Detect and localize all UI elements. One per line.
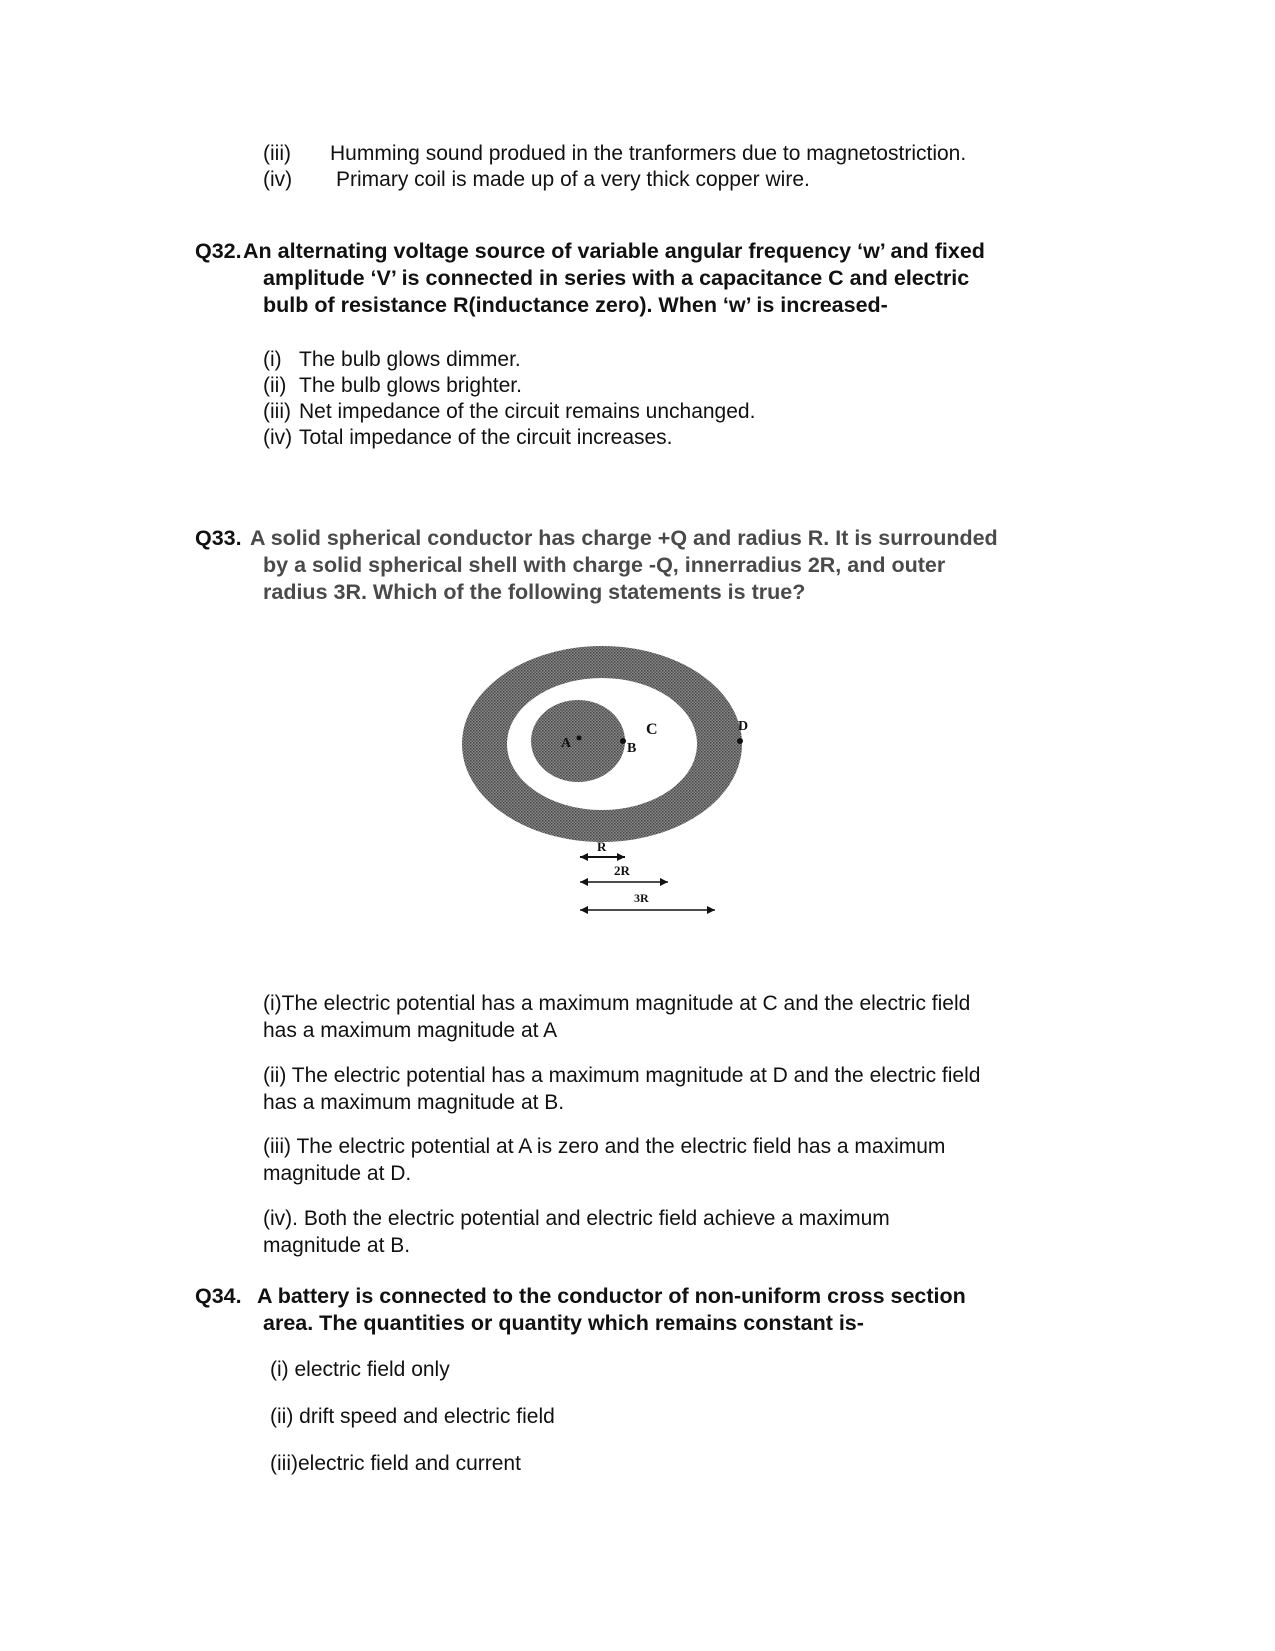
option-line: (iv). Both the electric potential and electric field achieve a maximum (263, 1207, 890, 1230)
point-d-dot (737, 738, 743, 744)
option-text: The bulb glows brighter. (299, 374, 522, 397)
question-34 (195, 1283, 1095, 1337)
question-line: An alternating voltage source of variable angular frequency ‘w’ and fixed (243, 239, 985, 263)
question-line: A battery is connected to the conductor of non-uniform cross section (257, 1284, 966, 1308)
option-text: Total impedance of the circuit increases. (299, 426, 673, 449)
label-b: B (627, 741, 637, 756)
question-32 (195, 238, 1095, 319)
question-line: bulb of resistance R(inductance zero). When ‘w’ is increased- (263, 293, 888, 317)
question-line: by a solid spherical shell with charge -Q, innerradius 2R, and outer (263, 553, 946, 577)
option-text: (i) electric field only (270, 1358, 450, 1381)
q33-option-ii (263, 1062, 1083, 1116)
question-line: A solid spherical conductor has charge +Q and radius R. It is surrounded (250, 526, 998, 550)
dimension-2r-label: 2R (614, 863, 630, 878)
option-line: (i)The electric potential has a maximum magnitude at C and the electric field (263, 992, 971, 1015)
dimension-2r (580, 863, 668, 886)
option-line: magnitude at B. (263, 1234, 411, 1257)
q33-option-iv (263, 1205, 1063, 1259)
question-line: radius 3R. Which of the following statements is true? (263, 580, 806, 604)
option-line: magnitude at D. (263, 1162, 412, 1185)
label-a: A (561, 736, 572, 751)
option-number: (i) (263, 348, 282, 371)
q34-option-ii (270, 1403, 555, 1430)
question-line: area. The quantities or quantity which remains constant is- (263, 1311, 864, 1335)
label-d: D (738, 719, 749, 734)
option-text: (ii) drift speed and electric field (270, 1405, 555, 1428)
option-line: (iii) The electric potential at A is zero and the electric field has a maximum (263, 1135, 946, 1158)
option-text: The bulb glows dimmer. (299, 348, 521, 371)
question-line: amplitude ‘V’ is connected in series with a capacitance C and electric (263, 266, 970, 290)
label-c: C (646, 721, 658, 738)
point-a-dot (577, 736, 582, 741)
q33-option-i (263, 990, 1063, 1044)
inner-sphere (531, 700, 625, 782)
question-number: Q32. (195, 239, 242, 263)
q32-option-i (263, 346, 521, 373)
q34-option-iii (270, 1450, 521, 1477)
q33-option-iii (263, 1133, 1063, 1187)
q32-option-iv (263, 424, 673, 451)
option-line: has a maximum magnitude at A (263, 1019, 558, 1042)
question-33 (195, 525, 1095, 606)
q34-option-i (270, 1356, 450, 1383)
option-line: has a maximum magnitude at B. (263, 1091, 565, 1114)
option-text: Humming sound produed in the tranformers due to magnetostriction. (330, 142, 967, 165)
prev-option-iii (263, 140, 966, 167)
prev-option-iv (263, 166, 810, 193)
dimension-r (580, 839, 625, 861)
dimension-r-label: R (597, 839, 607, 854)
option-number: (iv) (263, 426, 293, 449)
option-number: (iv) (263, 168, 293, 191)
q32-option-iii (263, 398, 755, 425)
question-number: Q33. (195, 526, 242, 550)
option-text: Net impedance of the circuit remains unchanged. (299, 400, 756, 423)
option-number: (iii) (263, 400, 291, 423)
q32-option-ii (263, 372, 522, 399)
option-number: (ii) (263, 374, 287, 397)
spherical-conductor-figure (440, 640, 770, 960)
question-number: Q34. (195, 1284, 242, 1308)
dimension-3r-label: 3R (634, 891, 649, 905)
option-text: (iii)electric field and current (270, 1452, 521, 1475)
dimension-3r (580, 891, 715, 914)
option-text: Primary coil is made up of a very thick copper wire. (336, 168, 810, 191)
option-number: (iii) (263, 142, 291, 165)
option-line: (ii) The electric potential has a maximum magnitude at D and the electric field (263, 1064, 981, 1087)
point-b-dot (620, 738, 626, 744)
